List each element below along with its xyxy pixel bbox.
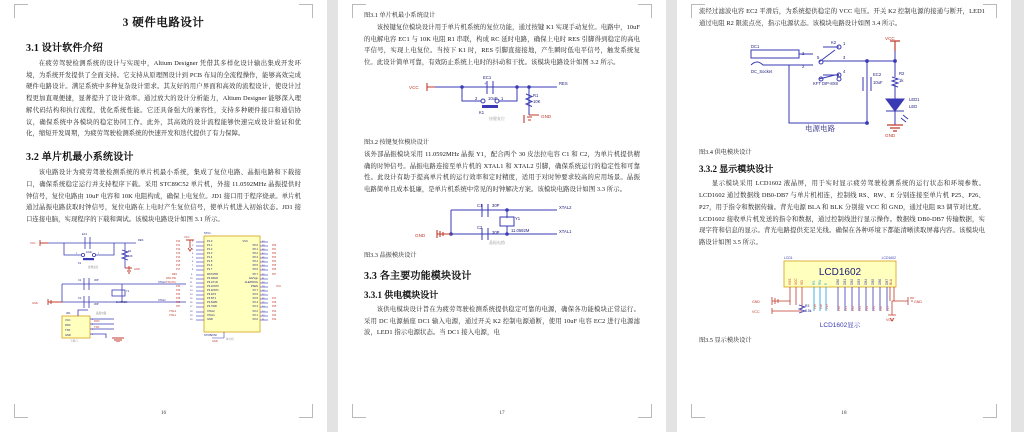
- svg-text:RES: RES: [138, 238, 144, 242]
- svg-text:3: 3: [92, 328, 94, 331]
- svg-text:P17: P17: [176, 267, 181, 271]
- svg-text:39: 39: [262, 244, 265, 247]
- svg-text:按键复位: 按键复位: [489, 115, 505, 121]
- svg-text:1: 1: [92, 318, 94, 321]
- svg-text:晶振电路: 晶振电路: [489, 239, 505, 245]
- svg-text:P26: P26: [819, 303, 823, 309]
- svg-text:电源电路: 电源电路: [805, 124, 835, 134]
- svg-text:GND: GND: [134, 267, 140, 271]
- svg-text:30P: 30P: [492, 229, 500, 235]
- svg-text:10uF: 10uF: [86, 250, 92, 254]
- svg-text:11.0592M: 11.0592M: [116, 300, 128, 304]
- svg-text:P32: P32: [176, 284, 181, 288]
- svg-text:P10: P10: [176, 239, 181, 243]
- svg-text:10: 10: [190, 277, 193, 280]
- svg-text:1: 1: [843, 41, 846, 47]
- svg-text:P00: P00: [272, 243, 277, 247]
- svg-text:DC_Socket: DC_Socket: [751, 69, 773, 75]
- svg-text:P0.6: P0.6: [252, 267, 258, 271]
- svg-text:P12: P12: [851, 305, 855, 311]
- svg-text:LED: LED: [909, 104, 918, 110]
- svg-text:29: 29: [262, 285, 265, 288]
- svg-text:28: 28: [262, 289, 265, 292]
- svg-text:2: 2: [802, 51, 805, 57]
- svg-text:P3.6/WR: P3.6/WR: [207, 300, 218, 304]
- svg-text:P1.0: P1.0: [207, 239, 213, 243]
- svg-text:2: 2: [802, 64, 805, 70]
- svg-text:13: 13: [190, 289, 193, 292]
- svg-text:P11: P11: [844, 306, 848, 311]
- paragraph-display-module: 显示模块采用 LCD1602 液晶屏，用于实时显示疲劳驾驶检测系统的运行状态和环境参数。LCD1602 通过数据线 DB0-DB7 与单片机相连，控制线 RS、RW、E 分别连接至单片机 P25、P26、P27，用于指令和数据传输。背光电源 BLA 和 BLK 分别接 VCC 和 GND，通过电阻 R3 调节对比度。LCD1602 接收单片机发送的指令和数据，通过控制线进行显示操作。数据线 DB0-DB7 传输数据，实现字符和信息的显示。背光电路提供充足光线。确保在各种环境下都能清晰读取屏幕内容。该模块电路设计如图 3.5 所示。: [699, 180, 985, 247]
- svg-text:P37: P37: [176, 304, 181, 308]
- svg-text:P2.7: P2.7: [252, 288, 258, 292]
- svg-text:18: 18: [190, 310, 193, 313]
- svg-text:P2.6: P2.6: [252, 292, 258, 296]
- figure-caption-3-2: 图3.2 按键复位模块设计: [364, 138, 429, 146]
- svg-text:P14: P14: [865, 305, 869, 311]
- svg-text:P17: P17: [886, 305, 890, 311]
- section-heading-3-2: 3.2 单片机最小系统设计: [26, 152, 134, 164]
- svg-text:VCC: VCC: [886, 317, 894, 322]
- svg-text:VCC: VCC: [184, 235, 190, 239]
- svg-text:4: 4: [92, 333, 94, 336]
- figure-caption-3-1: 图3.1 单片机最小系统设计: [364, 12, 436, 19]
- section-heading-3-3-2: 3.3.2 显示模块设计: [699, 164, 774, 175]
- svg-text:11: 11: [190, 281, 193, 284]
- svg-text:单片机: 单片机: [226, 337, 234, 341]
- svg-text:8: 8: [192, 268, 194, 271]
- svg-text:DB7: DB7: [885, 278, 889, 285]
- svg-text:VCC: VCC: [242, 239, 248, 243]
- svg-text:12: 12: [190, 285, 193, 288]
- svg-text:P26: P26: [272, 300, 277, 304]
- svg-text:33: 33: [262, 268, 265, 271]
- svg-text:23: 23: [262, 310, 265, 313]
- svg-text:GND: GND: [207, 317, 213, 321]
- svg-text:STC1: STC1: [204, 231, 211, 235]
- page-number-1: 16: [160, 410, 167, 416]
- svg-text:P33: P33: [176, 288, 181, 292]
- key-reset-module-schematic: [407, 73, 597, 133]
- svg-text:P16: P16: [879, 305, 883, 311]
- svg-text:P36: P36: [176, 300, 181, 304]
- svg-text:37: 37: [262, 252, 265, 255]
- svg-text:P0.3: P0.3: [252, 255, 258, 259]
- svg-text:GND: GND: [32, 301, 38, 305]
- svg-text:GND: GND: [752, 299, 760, 304]
- svg-text:EC2: EC2: [873, 72, 882, 78]
- svg-text:P1.6: P1.6: [207, 263, 213, 267]
- svg-text:19: 19: [190, 314, 193, 317]
- svg-text:P16: P16: [176, 263, 181, 267]
- svg-text:P2.4: P2.4: [252, 300, 258, 304]
- svg-text:30: 30: [262, 281, 265, 284]
- svg-text:P2.1: P2.1: [252, 313, 258, 317]
- svg-text:R1: R1: [128, 249, 132, 253]
- svg-text:5: 5: [817, 55, 820, 61]
- svg-text:DB0: DB0: [836, 278, 840, 285]
- svg-text:P0.2: P0.2: [252, 251, 258, 255]
- svg-text:P2.3: P2.3: [252, 304, 258, 308]
- mcu-minimum-system-schematic: [26, 230, 302, 342]
- crop-mark-top-right: [638, 4, 652, 18]
- svg-text:11.0592M: 11.0592M: [511, 227, 530, 233]
- svg-text:10K: 10K: [533, 98, 541, 104]
- svg-text:VCC: VCC: [409, 84, 419, 90]
- svg-text:XTAL1: XTAL1: [559, 228, 572, 234]
- paragraph-crystal-module: 该外部晶振模块采用 11.0592MHz 晶振 Y1，配合两个 30 皮法拉电容 C1 和 C2，为单片机提供精确的时钟信号。晶振电路连接至单片机的 XTAL1 和 XTAL2 引脚，确保系统运行的稳定性和可靠性。此设计有助于提高单片机的运行效率和定时精度，适用于对时钟要求较高的应用场景。晶振电路简单且成本低廉，是单片机系统中常见的时钟解决方案。该模块电路设计如图 3.3 所示。: [364, 150, 640, 194]
- svg-text:RES: RES: [172, 272, 177, 276]
- svg-text:RXD P30: RXD P30: [166, 276, 176, 280]
- svg-text:P0.4: P0.4: [252, 259, 258, 263]
- page-number-3: 18: [841, 410, 847, 416]
- svg-text:P25: P25: [272, 304, 277, 308]
- svg-text:C1: C1: [477, 202, 483, 208]
- svg-text:Y1: Y1: [515, 215, 521, 221]
- svg-text:VCC: VCC: [752, 309, 760, 314]
- svg-text:36: 36: [262, 256, 265, 259]
- svg-text:P22: P22: [272, 317, 277, 321]
- svg-text:GND: GND: [885, 133, 896, 139]
- svg-text:5.5k: 5.5k: [805, 308, 812, 313]
- svg-text:LED1: LED1: [909, 97, 920, 103]
- section-heading-3-3: 3.3 各主要功能模块设计: [364, 270, 472, 282]
- svg-text:P13: P13: [176, 251, 181, 255]
- svg-text:P03: P03: [272, 255, 277, 259]
- svg-text:7: 7: [192, 264, 194, 267]
- svg-text:P13: P13: [858, 305, 862, 311]
- svg-text:6: 6: [837, 73, 840, 79]
- svg-text:P15: P15: [176, 259, 181, 263]
- paragraph-3-2: 该电路设计为疲劳驾驶检测系统的单片机最小系统，集成了复位电路、晶振电路和下载接口，确保系统稳定运行并支持程序下载。采用 STC89C52 单片机，外接 11.0592MHz 晶振提供时钟信号，复位电路由 10uF 电容和 10K 电阻构成，确保上电复位。JD1 接口用于程序烧录。单片机通过晶振电路获取时钟信号，复位电路在上电时产生复位信号，使单片机进入初始状态。JD1 接口连接电脑，实现程序的下载和调试。该模块电路设计如图 3.1 所示。: [26, 169, 301, 224]
- svg-text:17: 17: [190, 305, 193, 308]
- svg-text:34: 34: [262, 264, 265, 267]
- svg-text:GND: GND: [65, 333, 71, 337]
- svg-text:DB2: DB2: [850, 278, 854, 285]
- svg-text:P1.1: P1.1: [207, 243, 213, 247]
- svg-text:DB3: DB3: [857, 278, 861, 285]
- svg-text:P07: P07: [272, 272, 277, 276]
- svg-text:XTAL2: XTAL2: [158, 280, 166, 284]
- svg-text:38: 38: [262, 248, 265, 251]
- svg-text:P27: P27: [825, 303, 829, 309]
- section-heading-3-3-1: 3.3.1 供电模块设计: [364, 289, 439, 300]
- svg-text:27: 27: [262, 293, 265, 296]
- svg-text:P2.5: P2.5: [252, 296, 258, 300]
- svg-text:P1.5: P1.5: [207, 259, 213, 263]
- svg-text:15: 15: [190, 297, 193, 300]
- svg-text:P34: P34: [176, 292, 181, 296]
- svg-text:9: 9: [191, 273, 193, 276]
- svg-text:LCD1: LCD1: [784, 255, 793, 260]
- svg-text:2: 2: [76, 252, 78, 255]
- svg-text:P06: P06: [272, 267, 277, 271]
- svg-text:P12: P12: [176, 247, 181, 251]
- svg-text:P14: P14: [176, 255, 181, 259]
- svg-text:P1.2: P1.2: [207, 247, 213, 251]
- svg-text:XTAL2: XTAL2: [207, 309, 215, 313]
- svg-text:PSEN: PSEN: [250, 284, 258, 288]
- svg-text:10uF: 10uF: [873, 80, 883, 86]
- svg-text:P04: P04: [272, 259, 277, 263]
- svg-text:31: 31: [262, 277, 265, 280]
- svg-text:+: +: [484, 80, 487, 86]
- svg-text:DB1: DB1: [843, 278, 847, 285]
- svg-text:C2: C2: [78, 296, 82, 300]
- svg-text:Y1: Y1: [126, 289, 130, 293]
- svg-text:VCC: VCC: [30, 241, 36, 245]
- svg-text:DB5: DB5: [871, 278, 875, 285]
- svg-text:TXD: TXD: [94, 325, 100, 329]
- svg-text:14: 14: [190, 293, 193, 296]
- svg-text:25: 25: [262, 301, 265, 304]
- crop-mark-top-right: [983, 4, 997, 18]
- svg-text:P11: P11: [176, 243, 181, 247]
- svg-text:GND: GND: [914, 299, 922, 304]
- paragraph-reset-module: 该按键复位模块设计用于单片机系统的复位功能，通过按键 K1 实现手动复位。电路中，10uF 的电解电容 EC1 与 10K 电阻 R1 串联，构成 RC 延时电路，确保上电时 RES 引脚得到稳定的高电平信号，实现上电复位。当按下 K1 时，RES 引脚直接接地，产生瞬时低电平信号，触发系统复位。此设计简单可靠，有效防止系统上电时的抖动和干扰。该模块电路设计如图 3.2 所示。: [364, 24, 640, 67]
- svg-text:P35: P35: [176, 296, 181, 300]
- svg-text:16: 16: [190, 301, 193, 304]
- svg-text:P02: P02: [272, 251, 277, 255]
- svg-text:4: 4: [843, 69, 846, 75]
- svg-text:EC1: EC1: [82, 232, 88, 236]
- svg-text:TXD: TXD: [65, 328, 71, 332]
- document-page-3[interactable]: [677, 0, 1011, 432]
- svg-text:GND: GND: [212, 339, 218, 342]
- page-number-2: 17: [499, 410, 505, 416]
- svg-text:P27: P27: [272, 296, 277, 300]
- svg-text:VCC: VCC: [65, 318, 71, 322]
- paragraph-power-module: 该供电模块设计旨在为疲劳驾驶检测系统提供稳定可靠的电源，确保各功能模块正常运行。采用 DC 电源插座 DC1 输入电源，通过开关 K2 控制电源通断，使用 10uF 电容 EC2 进行电源滤波，LED1 指示电源状态。当 DC1 接入电源，电: [364, 305, 640, 337]
- power-supply-module-schematic: [727, 33, 957, 143]
- svg-text:K1: K1: [479, 109, 485, 115]
- svg-text:2: 2: [192, 244, 194, 247]
- svg-text:RS: RS: [812, 280, 816, 285]
- svg-text:P0.7: P0.7: [252, 272, 258, 276]
- svg-text:1: 1: [501, 95, 504, 101]
- svg-text:R1: R1: [533, 92, 539, 98]
- svg-text:K2: K2: [831, 40, 837, 46]
- svg-text:4: 4: [192, 252, 194, 255]
- svg-text:P1.4: P1.4: [207, 255, 213, 259]
- svg-text:20: 20: [190, 318, 193, 321]
- svg-text:2: 2: [92, 323, 94, 326]
- svg-text:P3.2/INT0: P3.2/INT0: [207, 284, 219, 288]
- paragraph-3-1: 在疲劳驾驶检测系统的设计与实现中，Altium Designer 凭借其多样化设计输出集成开发环境，为系统开发提供了全面支持。它支持从原理图设计到 PCB 布局的全流程操作，能够高效完成硬件电路设计。满足系统中多种复杂设计需求。其友好的用户界面和高效的流程设计，使设计过程更加直观便捷，显著提升了设计效率。通过放大的设计分析能力，Altium Designer 能够深入理解代码结构和执行流程，优化系统性能。它还具备强大的兼容性，支持多种硬件接口和通信协议，确保系统中各模块的稳定协同工作。此外，其高效的设计流程能够快速完成设计验证和优化，缩短开发周期，为疲劳驾驶检测系统的快速开发和迭代提供了有力保障。: [26, 60, 301, 138]
- svg-text:LCD1602: LCD1602: [818, 266, 862, 278]
- svg-text:5: 5: [192, 256, 194, 259]
- svg-text:32: 32: [262, 273, 265, 276]
- svg-text:2: 2: [475, 95, 478, 101]
- svg-text:1: 1: [192, 240, 194, 243]
- svg-text:P01: P01: [272, 247, 277, 251]
- svg-text:1k: 1k: [899, 78, 904, 84]
- svg-text:RES: RES: [559, 80, 568, 86]
- svg-text:DC1: DC1: [751, 44, 760, 50]
- crop-mark-top-right: [299, 4, 313, 18]
- svg-text:3: 3: [843, 55, 846, 61]
- svg-text:C1: C1: [78, 278, 82, 282]
- svg-text:BLA: BLA: [889, 278, 893, 285]
- svg-text:RXD: RXD: [94, 319, 100, 323]
- svg-text:VCC: VCC: [794, 278, 798, 285]
- svg-text:P1.7: P1.7: [207, 267, 213, 271]
- svg-text:3: 3: [192, 248, 194, 251]
- svg-text:30P: 30P: [94, 278, 99, 282]
- svg-text:P23: P23: [272, 313, 277, 317]
- figure-caption-3-3: 图3.3 晶振模块设计: [364, 251, 417, 259]
- svg-text:ALE/PROG: ALE/PROG: [244, 280, 258, 284]
- svg-text:30P: 30P: [94, 302, 99, 306]
- document-page-1[interactable]: [0, 0, 327, 432]
- svg-text:P3.0/RxD: P3.0/RxD: [207, 276, 219, 280]
- svg-text:EC1: EC1: [483, 74, 492, 80]
- crystal-oscillator-schematic: [407, 200, 597, 246]
- svg-text:P1.3: P1.3: [207, 251, 213, 255]
- svg-text:P2.0: P2.0: [252, 317, 258, 321]
- svg-text:22: 22: [262, 314, 265, 317]
- svg-text:RST/VPD: RST/VPD: [207, 272, 219, 276]
- svg-text:P24: P24: [272, 309, 277, 313]
- lcd1602-display-module-schematic: [742, 253, 942, 331]
- svg-text:R3: R3: [805, 303, 810, 308]
- svg-text:DB4: DB4: [864, 278, 868, 285]
- svg-text:晶振电路: 晶振电路: [96, 311, 107, 315]
- svg-text:XTAL2: XTAL2: [559, 204, 572, 210]
- chapter-title: 3 硬件电路设计: [122, 17, 205, 29]
- svg-text:6: 6: [192, 260, 194, 263]
- svg-text:21: 21: [262, 318, 265, 321]
- figure-caption-3-5: 图3.5 显示模块设计: [699, 336, 752, 344]
- document-page-2[interactable]: [338, 0, 666, 432]
- svg-text:P0.1: P0.1: [252, 247, 258, 251]
- svg-text:P3.1/TxD: P3.1/TxD: [207, 280, 218, 284]
- svg-text:26: 26: [262, 297, 265, 300]
- svg-text:RXD: RXD: [65, 323, 71, 327]
- svg-text:按键复位: 按键复位: [88, 265, 99, 269]
- svg-text:VCC: VCC: [276, 284, 282, 288]
- svg-text:E: E: [824, 282, 828, 285]
- svg-text:R2: R2: [899, 71, 905, 77]
- svg-text:XTAL1: XTAL1: [169, 313, 177, 317]
- section-heading-3-1: 3.1 设计软件介绍: [26, 43, 103, 54]
- svg-text:JD1: JD1: [66, 311, 71, 315]
- svg-text:GND: GND: [415, 232, 426, 238]
- svg-text:TXD P31: TXD P31: [166, 280, 176, 284]
- svg-text:P10: P10: [837, 305, 841, 311]
- svg-text:10uF: 10uF: [488, 95, 498, 101]
- svg-text:VO: VO: [800, 280, 804, 285]
- svg-text:K1: K1: [78, 261, 82, 265]
- svg-text:XTAL1: XTAL1: [207, 313, 215, 317]
- paragraph-power-continued: 流经过滤波电容 EC2 平滑后，为系统提供稳定的 VCC 电压。开关 K2 控制电源的接通与断开，LED1 通过电阻 R2 限流点亮，指示电源状态。该模块电路设计如图 3.4 所示。: [699, 8, 985, 27]
- svg-text:10K: 10K: [128, 254, 133, 258]
- svg-text:STC89C52: STC89C52: [204, 333, 217, 337]
- svg-text:30P: 30P: [492, 202, 500, 208]
- svg-text:24: 24: [262, 305, 265, 308]
- svg-text:RW: RW: [818, 279, 822, 285]
- svg-text:GND: GND: [541, 113, 552, 119]
- svg-text:P15: P15: [872, 305, 876, 311]
- svg-text:P3.7/RD: P3.7/RD: [207, 304, 217, 308]
- svg-text:EA/Vpp: EA/Vpp: [249, 276, 258, 280]
- svg-text:P3.3/INT1: P3.3/INT1: [207, 288, 219, 292]
- svg-text:P25: P25: [813, 303, 817, 309]
- svg-text:DB6: DB6: [878, 278, 882, 285]
- svg-text:C2: C2: [477, 224, 483, 230]
- svg-text:XTAL1: XTAL1: [158, 298, 166, 302]
- svg-text:40: 40: [262, 240, 265, 243]
- svg-text:下载口: 下载口: [70, 339, 78, 342]
- svg-text:P05: P05: [272, 263, 277, 267]
- figure-caption-3-4: 图3.4 供电模块设计: [699, 149, 752, 157]
- svg-text:LCD1602: LCD1602: [881, 255, 896, 260]
- svg-text:P3.5/T1: P3.5/T1: [207, 296, 217, 300]
- svg-text:VSS: VSS: [788, 278, 792, 285]
- svg-text:P0.5: P0.5: [252, 263, 258, 267]
- svg-text:P0.0: P0.0: [252, 243, 258, 247]
- svg-text:VCC: VCC: [885, 36, 895, 42]
- svg-text:1: 1: [98, 252, 100, 255]
- svg-text:XTAL2: XTAL2: [169, 309, 177, 313]
- svg-text:KFT DIP-8X8: KFT DIP-8X8: [813, 81, 838, 87]
- svg-text:LCD1602显示: LCD1602显示: [819, 321, 861, 329]
- svg-text:35: 35: [262, 260, 265, 263]
- svg-text:P3.4/T0: P3.4/T0: [207, 292, 217, 296]
- svg-text:P2.2: P2.2: [252, 309, 258, 313]
